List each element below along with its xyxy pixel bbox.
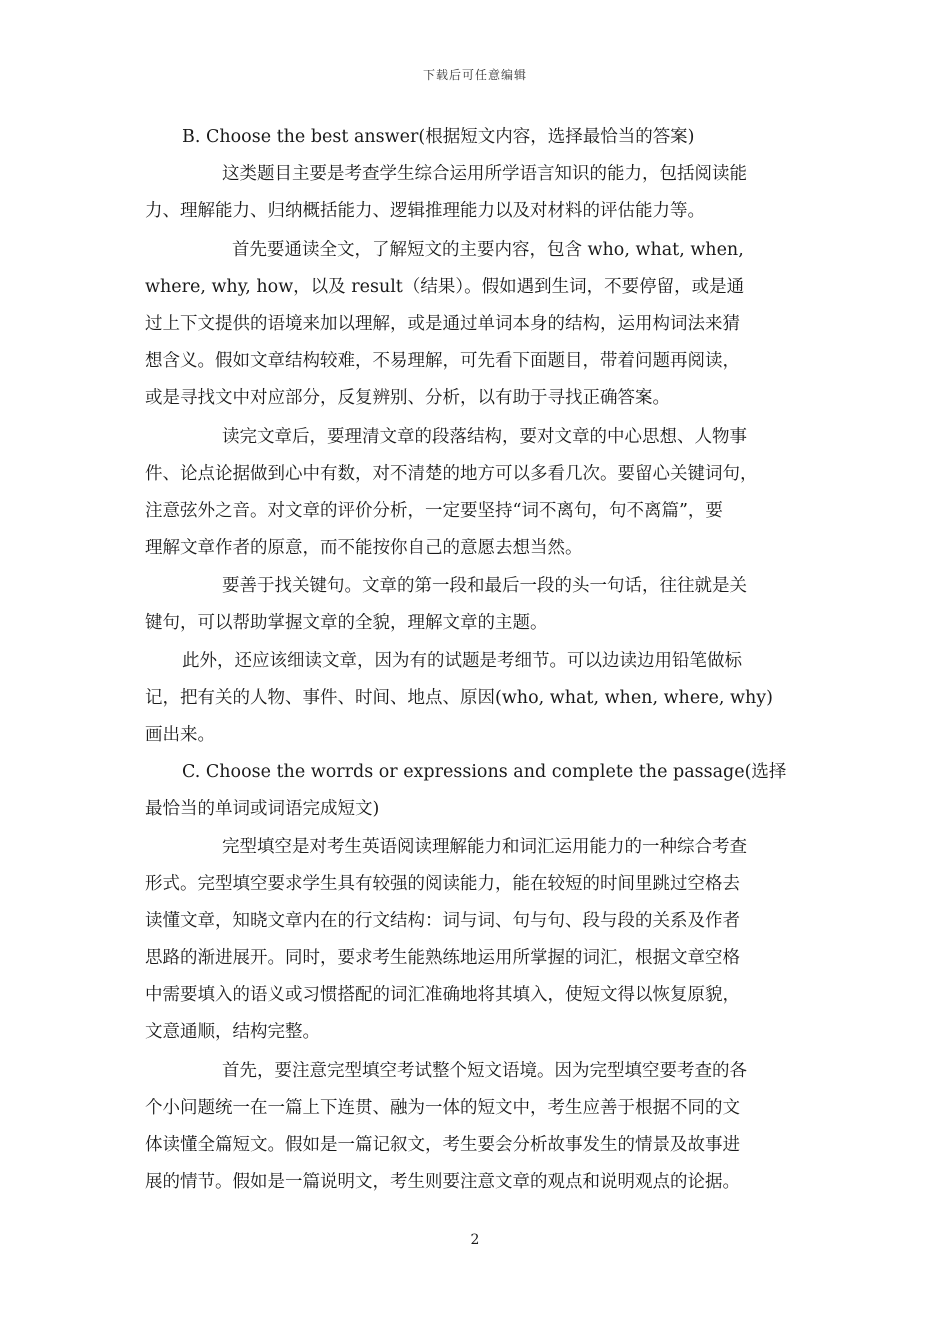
text-line: 文意通顺，结构完整。 (145, 1022, 320, 1042)
text-line: 想含义。假如文章结构较难，不易理解，可先看下面题目，带着问题再阅读， (145, 351, 740, 371)
text-line: 此外，还应该细读文章，因为有的试题是考细节。可以边读边用铅笔做标 (182, 651, 742, 671)
text-line: where, why, how，以及 result（结果）。假如遇到生词，不要停留，或是通 (145, 277, 745, 297)
page-number: 2 (470, 1232, 480, 1248)
text-line: 记，把有关的人物、事件、时间、地点、原因(who, what, when, where, why) (145, 688, 773, 708)
text-line: 要善于找关键句。文章的第一段和最后一段的头一句话，往往就是关 (222, 576, 747, 596)
text-line: 完型填空是对考生英语阅读理解能力和词汇运用能力的一种综合考查 (222, 837, 747, 857)
text-line: 键句，可以帮助掌握文章的全貌，理解文章的主题。 (145, 613, 548, 633)
text-line: 理解文章作者的原意，而不能按你自己的意愿去想当然。 (145, 538, 583, 558)
text-line: 画出来。 (145, 725, 215, 745)
text-line: 或是寻找文中对应部分，反复辨别、分析，以有助于寻找正确答案。 (145, 388, 670, 408)
text-line: 读懂文章，知晓文章内在的行文结构：词与词、句与句、段与段的关系及作者 (145, 911, 740, 931)
page-header: 下载后可任意编辑 (422, 68, 527, 82)
text-line: 首先要通读全文，了解短文的主要内容，包含 who, what, when, (232, 240, 744, 260)
text-line: 形式。完型填空要求学生具有较强的阅读能力，能在较短的时间里跳过空格去 (145, 874, 740, 894)
text-line: 展的情节。假如是一篇说明文，考生则要注意文章的观点和说明观点的论据。 (145, 1172, 740, 1192)
text-line: 思路的渐进展开。同时，要求考生能熟练地运用所掌握的词汇，根据文章空格 (145, 948, 740, 968)
text-line: 个小问题统一在一篇上下连贯、融为一体的短文中，考生应善于根据不同的文 (145, 1098, 740, 1118)
text-line: 体读懂全篇短文。假如是一篇记叙文，考生要会分析故事发生的情景及故事进 (145, 1135, 740, 1155)
section-c-heading: C. Choose the worrds or expressions and complete the passage(选择 (182, 762, 787, 782)
text-line: 力、理解能力、归纳概括能力、逻辑推理能力以及对材料的评估能力等。 (145, 201, 705, 221)
text-line: 注意弦外之音。对文章的评价分析，一定要坚持“词不离句，句不离篇”，要 (145, 501, 723, 521)
text-line: 这类题目主要是考查学生综合运用所学语言知识的能力，包括阅读能 (222, 164, 747, 184)
section-b-heading: B. Choose the best answer(根据短文内容，选择最恰当的答案) (182, 127, 695, 147)
text-line: 过上下文提供的语境来加以理解，或是通过单词本身的结构，运用构词法来猜 (145, 314, 740, 334)
section-c-heading-cont: 最恰当的单词或词语完成短文) (145, 799, 380, 819)
text-line: 读完文章后，要理清文章的段落结构，要对文章的中心思想、人物事 (222, 427, 747, 447)
text-line: 件、论点论据做到心中有数，对不清楚的地方可以多看几次。要留心关键词句， (145, 464, 758, 484)
text-line: 首先，要注意完型填空考试整个短文语境。因为完型填空要考查的各 (222, 1061, 747, 1081)
text-line: 中需要填入的语义或习惯搭配的词汇准确地将其填入，使短文得以恢复原貌， (145, 985, 740, 1005)
